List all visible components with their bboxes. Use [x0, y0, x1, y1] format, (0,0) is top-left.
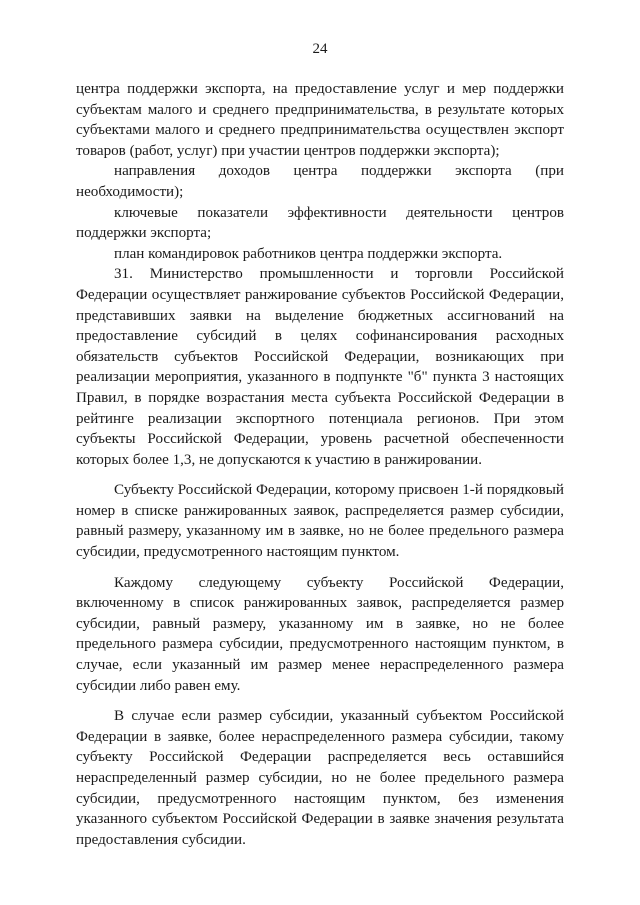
- paragraph-excess-case: В случае если размер субсидии, указанный субъектом Российской Федерации в заявке, более нераспределенного размера субсидии, такому субъекту Российской Федерации распределяется весь оставшийся нераспределенный размер субсидии, но не более предельного размера субсидии, предусмотренного настоящим пунктом, без изменения указанного субъектом Российской Федерации в заявке значения результата предоставления субсидии.: [76, 708, 564, 848]
- paragraph-list-item-income: направления доходов центра поддержки экспорта (при необходимости);: [76, 163, 564, 200]
- paragraph-first-ranked: Субъекту Российской Федерации, которому присвоен 1-й порядковый номер в списке ранжированных заявок, распределяется размер субсидии, равный размеру, указанному им в заявке, но не более предельного размера субсидии, предусмотренного настоящим пунктом.: [76, 482, 564, 561]
- paragraph-list-item-kpi: ключевые показатели эффективности деятельности центров поддержки экспорта;: [76, 204, 564, 242]
- paragraph-continuation: центра поддержки экспорта, на предоставление услуг и мер поддержки субъектам малого и среднего предпринимательства, в результате которых субъектами малого и среднего предпринимательства осуществлен экспорт товаров (работ, услуг) при участии центров поддержки экспорта);: [76, 81, 564, 159]
- paragraph-list-item-trips: план командировок работников центра поддержки экспорта.: [114, 245, 503, 262]
- paragraph-clause-31: 31. Министерство промышленности и торговли Российской Федерации осуществляет ранжирование субъектов Российской Федерации, представивших заявки на выделение бюджетных ассигнований на предоставление субсидий в целях софинансирования расходных обязательств субъектов Российской Федерации, возникающих при реализации мероприятия, указанного в подпункте "б" пункта 3 настоящих Правил, в порядке возрастания места субъекта Российской Федерации в рейтинге реализации экспортного потенциала регионов. При этом субъекты Российской Федерации, уровень расчетной обеспеченности которых более 1,3, не допускаются к участию в ранжировании.: [76, 266, 564, 468]
- page-number: 24: [312, 41, 328, 57]
- document-body: [76, 79, 564, 850]
- paragraph-each-next: Каждому следующему субъекту Российской Федерации, включенному в список ранжированных заявок, распределяется размер субсидии, равный размеру, указанному им в заявке, но не более предельного размера субсидии, предусмотренного настоящим пунктом, в случае, если указанный им размер менее нераспределенного размера субсидии либо равен ему.: [76, 574, 564, 694]
